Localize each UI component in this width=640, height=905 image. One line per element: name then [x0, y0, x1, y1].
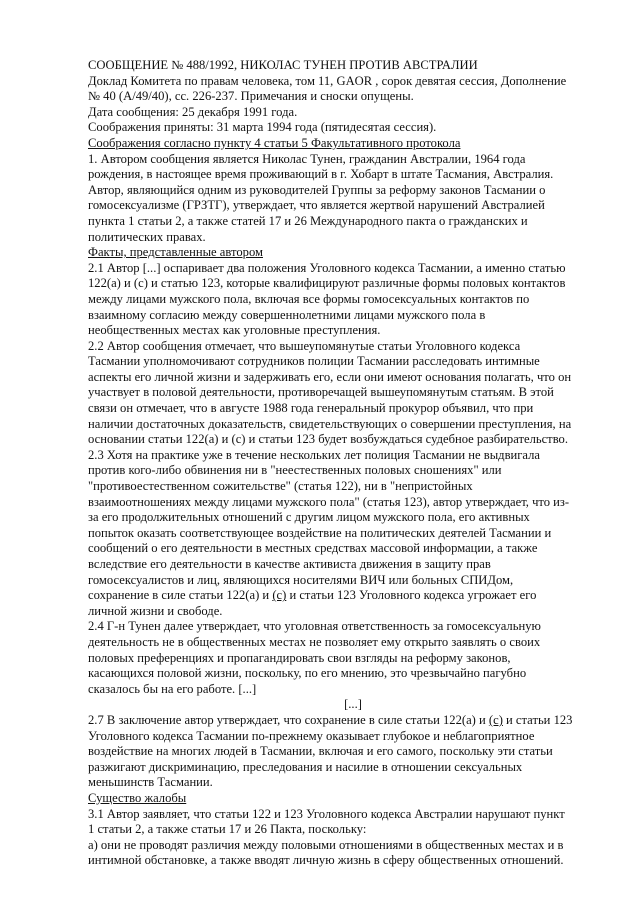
text-line: за его продолжительных отношений с другим лицом мужского пола, его активных — [88, 510, 530, 525]
text-line: участвует в половой деятельности, противоречащей вышеупомянутым статьям. В этой — [88, 385, 554, 400]
text-line: воздействие на многих людей в Тасмании, включая и его самого, поскольку эти статьи — [88, 744, 553, 759]
text-line: Автор, являющийся одним из руководителей Группы за реформу законов Тасмании о — [88, 182, 546, 197]
paragraph — [88, 713, 618, 791]
text-line: Доклад Комитета по правам человека, том 11, GAOR , сорок девятая сессия, Дополнение — [88, 73, 567, 88]
text-line: [...] — [344, 697, 362, 712]
text-segment: 2.7 В заключение автор утверждает, что сохранение в силе статьи 122(a) и — [88, 712, 489, 727]
text-line: Уголовного кодекса Тасмании по-прежнему оказывает глубокое и неблагоприятное — [88, 728, 535, 743]
paragraph — [88, 120, 618, 136]
text-line: 3.1 Автор заявляет, что статьи 122 и 123 Уголовного кодекса Австралии нарушают пункт — [88, 806, 565, 821]
text-line: политических правах. — [88, 229, 206, 244]
underlined-reference: (c) — [272, 588, 287, 603]
text-line: гомосексуализме (ГРЗТГ), утверждает, что является жертвой нарушений Австралией — [88, 198, 545, 213]
ellipsis-marker — [88, 697, 618, 713]
text-line: связи он отмечает, что в августе 1988 года генеральный прокурор объявил, что при — [88, 401, 534, 416]
text-line: Факты, представленные автором — [88, 245, 263, 260]
text-line: "противоестественном сожительстве" (статья 122), ни в "непристойных — [88, 479, 473, 494]
paragraph — [88, 105, 618, 121]
text-line: 2.1 Автор [...] оспаривает два положения Уголовного кодекса Тасмании, а именно статью — [88, 260, 566, 275]
paragraph — [88, 74, 618, 105]
text-line: Соображения приняты: 31 марта 1994 года (пятидесятая сессия). — [88, 120, 437, 135]
text-line: наличии достаточных доказательств, свидетельствующих о совершении преступления, на — [88, 416, 572, 431]
paragraph — [88, 261, 618, 339]
text-line: основании статьи 122(a) и (c) и статьи 123 будет возбуждаться судебное разбирательство. — [88, 432, 568, 447]
section-heading — [88, 791, 618, 807]
section-heading — [88, 136, 618, 152]
text-line: половых преференциях и пропагандировать свои взгляды на реформу законов, — [88, 650, 511, 665]
text-line: Существо жалобы — [88, 790, 187, 805]
text-line: вследствие его деятельности в качестве активиста движения в защиту прав — [88, 557, 491, 571]
text-line: деятельность не в общественных местах не позволяет ему открыто заявлять о своих — [88, 634, 541, 649]
text-line: личной жизни и свободе. — [88, 603, 223, 618]
text-line: 2.4 Г-н Тунен далее утверждает, что уголовная ответственность за гомосексуальную — [88, 619, 541, 634]
text-line: взаимоотношениях между лицами мужского пола" (статья 123), автор утверждает, что из- — [88, 494, 570, 509]
text-line: необщественных местах как уголовные преступления. — [88, 323, 381, 338]
text-line: 2.3 Хотя на практике уже в течение нескольких лет полиция Тасмании не выдвигала — [88, 447, 540, 462]
text-line: 1. Автором сообщения является Николас Тунен, гражданин Австралии, 1964 года — [88, 151, 526, 166]
text-line: против кого-либо обвинения ни в "неестественных половых сношениях" или — [88, 463, 502, 478]
text-line: СООБЩЕНИЕ № 488/1992, НИКОЛАС ТУНЕН ПРОТИВ АВСТРАЛИИ — [88, 58, 478, 72]
section-heading — [88, 245, 618, 261]
text-line: аспекты его личной жизни и задерживать его, если они имеют основания полагать, что он — [88, 369, 572, 384]
text-line: 1 статьи 2, а также статьи 17 и 26 Пакта, поскольку: — [88, 822, 367, 837]
text-line: 122(a) и (c) и статью 123, которые квалифицируют различные формы половых контактов — [88, 276, 566, 291]
paragraph — [88, 838, 618, 869]
paragraph — [88, 339, 618, 448]
text-line — [88, 713, 618, 729]
text-segment: и статьи 123 Уголовного кодекса угрожает его — [286, 588, 537, 603]
document-title — [88, 58, 618, 74]
text-line — [88, 588, 618, 604]
text-line: взаимному согласию между совершеннолетними лицами мужского пола в — [88, 307, 486, 322]
paragraph — [88, 152, 618, 246]
text-line: сообщений о его деятельности в местных средствах массовой информации, а также — [88, 541, 538, 556]
text-line: касающихся половой жизни, поскольку, по его мнению, это чрезвычайно пагубно — [88, 666, 527, 681]
text-line: 2.2 Автор сообщения отмечает, что вышеупомянутые статьи Уголовного кодекса — [88, 338, 521, 353]
text-line: сказалось бы на его работе. [...] — [88, 681, 257, 696]
text-line: рождения, в настоящее время проживающий в г. Хобарт в штате Тасмания, Австралия. — [88, 167, 554, 182]
text-line: № 40 (A/49/40), сс. 226-237. Примечания и сноски опущены. — [88, 89, 414, 104]
text-line: между лицами мужского пола, включая все формы гомосексуальных контактов по — [88, 291, 530, 306]
text-line: интимной обстановке, а также вводят личную жизнь в сферу общественных отношений. — [88, 853, 564, 868]
text-line: a) они не проводят различия между половыми отношениями в общественных местах и в — [88, 837, 564, 852]
text-line: пункта 1 статьи 2, а также статей 17 и 26 Международного пакта о гражданских и — [88, 213, 528, 228]
document-body — [88, 58, 618, 869]
text-line: Тасмании уполномочивают сотрудников полиции Тасмании расследовать интимные — [88, 354, 540, 369]
text-line: попыток оказать соответствующее воздействие на политических деятелей Тасмании и — [88, 525, 552, 540]
text-line: Соображения согласно пункту 4 статьи 5 Факультативного протокола — [88, 135, 461, 150]
text-line: меньшинств Тасмании. — [88, 775, 213, 790]
text-line: разжигают дискриминацию, преследования и насилие в отношении сексуальных — [88, 759, 523, 774]
text-segment: сохранение в силе статьи 122(a) и — [88, 588, 273, 603]
paragraph — [88, 619, 618, 697]
paragraph — [88, 448, 618, 620]
text-line: Дата сообщения: 25 декабря 1991 года. — [88, 104, 298, 119]
underlined-reference: (c) — [488, 712, 503, 727]
text-line: гомосексуалистов и лиц, являющихся носителями ВИЧ или больных СПИДом, — [88, 572, 514, 587]
paragraph — [88, 807, 618, 838]
text-segment: и статьи 123 — [502, 712, 573, 727]
